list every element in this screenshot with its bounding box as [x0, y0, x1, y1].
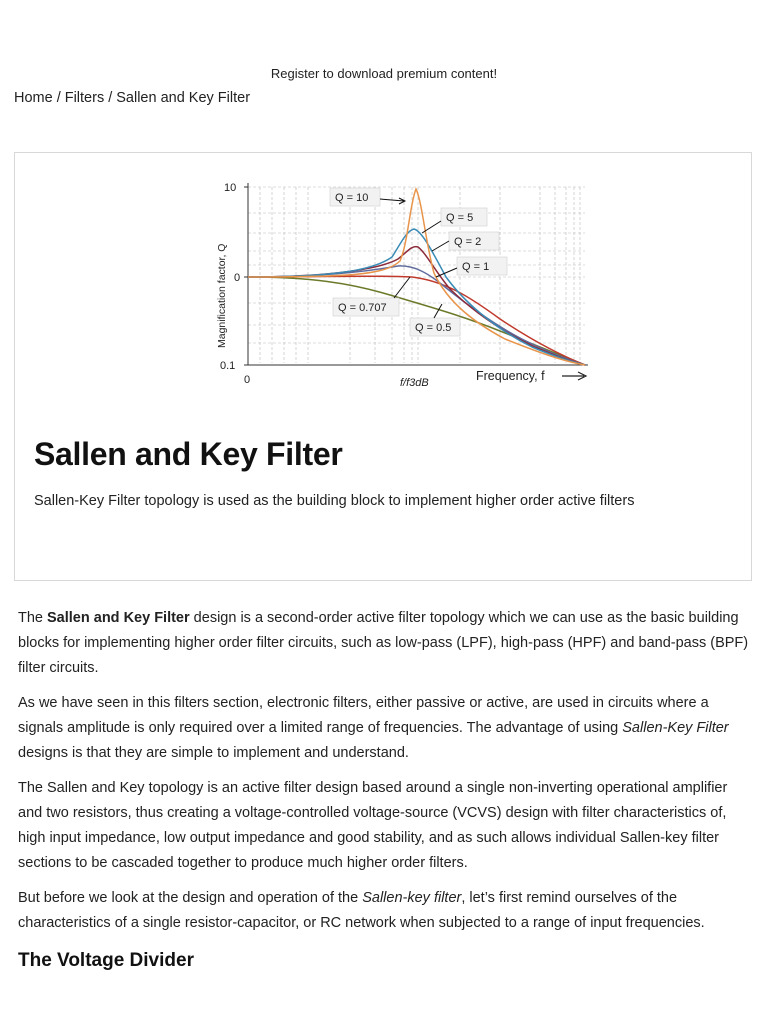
- svg-text:Q = 5: Q = 5: [446, 212, 474, 224]
- breadcrumb-current: Sallen and Key Filter: [116, 90, 251, 106]
- y-tick-10: 10: [224, 182, 237, 194]
- svg-text:Q = 2: Q = 2: [454, 236, 482, 248]
- breadcrumb: [14, 90, 250, 106]
- section-heading-voltage-divider: The Voltage Divider: [18, 950, 194, 971]
- svg-text:Q = 0.5: Q = 0.5: [415, 322, 452, 334]
- italic-sallen-key-filter: Sallen-Key Filter: [622, 720, 729, 736]
- y-axis-label: Magnification factor, Q: [216, 243, 228, 348]
- y-tick-0: 0: [234, 272, 241, 284]
- italic-sallen-key-filter-2: Sallen-key filter: [362, 890, 462, 906]
- label-q-10: [330, 188, 405, 206]
- x-axis-arrow-icon: [562, 372, 586, 380]
- label-q-2: [432, 232, 499, 251]
- svg-text:Q = 10: Q = 10: [335, 192, 369, 204]
- paragraph-3: The Sallen and Key topology is an active filter design based around a single non-inverting operational amplifier and two resistors, thus creating a voltage-controlled voltage-source (VCVS) design with filter characteristics of, high input impedance, low output impedance and good stability, and as such allows individual Sallen-key filter sections to be cascaded together to produce much higher order filters.: [18, 780, 728, 871]
- breadcrumb-separator: /: [56, 90, 61, 106]
- page-lead: Sallen-Key Filter topology is used as the building block to implement higher order active filters: [34, 493, 635, 509]
- breadcrumb-filters[interactable]: Filters: [64, 90, 105, 106]
- paragraph-4: But before we look at the design and operation of the Sallen-key filter, let’s first remind ourselves of the characteristics of a single resistor-capacitor, or RC network when subjected to a range of input frequencies.: [18, 890, 705, 931]
- y-tick-0-1: 0.1: [220, 360, 236, 372]
- label-q-1: [436, 257, 507, 277]
- breadcrumb-home[interactable]: Home: [14, 90, 53, 106]
- svg-text:Q = 1: Q = 1: [462, 261, 490, 273]
- figure-grid: [248, 187, 585, 363]
- page-title: Sallen and Key Filter: [34, 436, 343, 472]
- article-body: [18, 606, 750, 972]
- label-q-5: [422, 208, 487, 233]
- breadcrumb-separator: /: [108, 90, 113, 106]
- frequency-response-figure: [200, 173, 600, 393]
- hero-card: [14, 152, 752, 581]
- premium-banner[interactable]: Register to download premium content!: [270, 66, 498, 81]
- paragraph-2: As we have seen in this filters section, electronic filters, either passive or active, are used in circuits where a signals amplitude is only required over a limited range of frequencies. The advantage of using Sallen-Key Filter designs is that they are simple to implement and understand.: [18, 695, 729, 761]
- x-tick-origin: 0: [244, 374, 251, 386]
- svg-text:Q = 0.707: Q = 0.707: [338, 302, 387, 314]
- paragraph-1: The Sallen and Key Filter design is a second-order active filter topology which we can use as the basic building blocks for implementing higher order filter circuits, such as low-pass (LPF), high-pass (HPF) and band-pass (BPF) filter circuits.: [18, 610, 749, 676]
- x-tick-f-f3db: f/f3dB: [400, 377, 429, 389]
- x-axis-label: Frequency, f: [476, 369, 545, 383]
- bold-sallen-key-filter: Sallen and Key Filter: [47, 610, 190, 626]
- label-q-0-707: [333, 277, 410, 316]
